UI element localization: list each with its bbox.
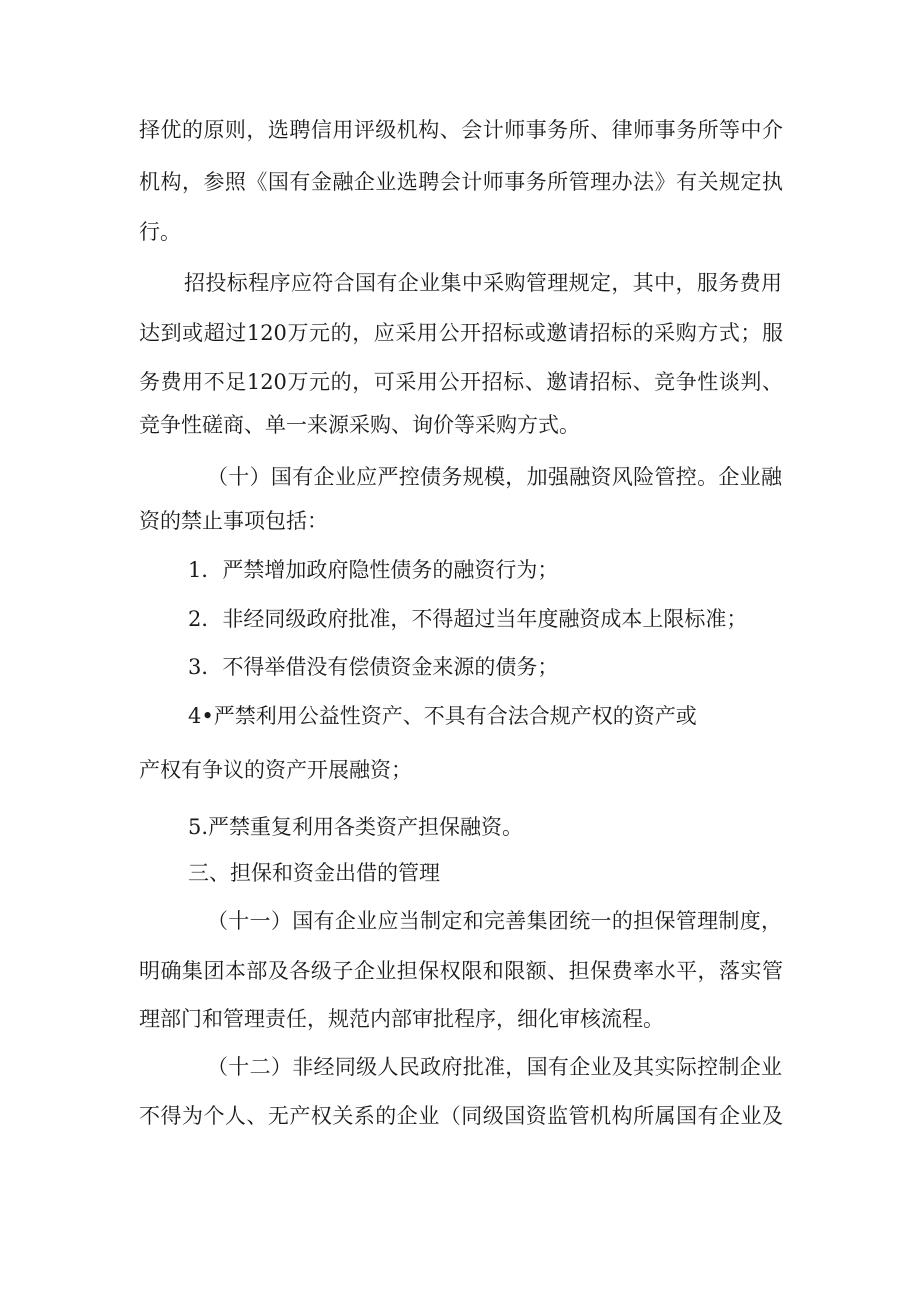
- text-line: 行。: [139, 220, 181, 244]
- text-line: 招投标程序应符合国有企业集中采购管理规定，其中，服务费用: [184, 271, 782, 295]
- text-line: 竞争性磋商、单一来源采购、询价等采购方式。: [139, 413, 580, 437]
- text-line: 择优的原则，选聘信用评级机构、会计师事务所、律师事务所等中介: [139, 118, 783, 142]
- section-heading: 三、担保和资金出借的管理: [188, 861, 440, 885]
- text-line: 产权有争议的资产开展融资；: [139, 758, 412, 782]
- text-line: 达到或超过120万元的，应采用公开招标或邀请招标的采购方式；服: [139, 321, 783, 345]
- text-line: 不得为个人、无产权关系的企业（同级国资监管机构所属国有企业及: [139, 1104, 783, 1128]
- text-line: 务费用不足120万元的，可采用公开招标、邀请招标、竞争性谈判、: [139, 370, 783, 394]
- text-line: （十）国有企业应严控债务规模，加强融资风险管控。企业融: [207, 465, 782, 489]
- list-item: 1．严禁增加政府隐性债务的融资行为；: [188, 558, 559, 582]
- list-item: 5.严禁重复利用各类资产担保融资。: [188, 815, 524, 839]
- text-line: 理部门和管理责任，规范内部审批程序，细化审核流程。: [139, 1007, 664, 1031]
- list-item: 3．不得举借没有偿债资金来源的债务；: [188, 655, 559, 679]
- list-item: 2．非经同级政府批准，不得超过当年度融资成本上限标准；: [188, 607, 748, 631]
- text-line: 明确集团本部及各级子企业担保权限和限额、担保费率水平，落实管: [139, 959, 783, 983]
- text-line: 机构，参照《国有金融企业选聘会计师事务所管理办法》有关规定执: [139, 170, 783, 194]
- text-line: 资的禁止事项包括：: [139, 509, 328, 533]
- text-line: （十一）国有企业应当制定和完善集团统一的担保管理制度，: [207, 909, 782, 933]
- text-line: （十二）非经同级人民政府批准，国有企业及其实际控制企业: [207, 1055, 782, 1079]
- list-item: 4•严禁利用公益性资产、不具有合法合规产权的资产或: [188, 704, 697, 728]
